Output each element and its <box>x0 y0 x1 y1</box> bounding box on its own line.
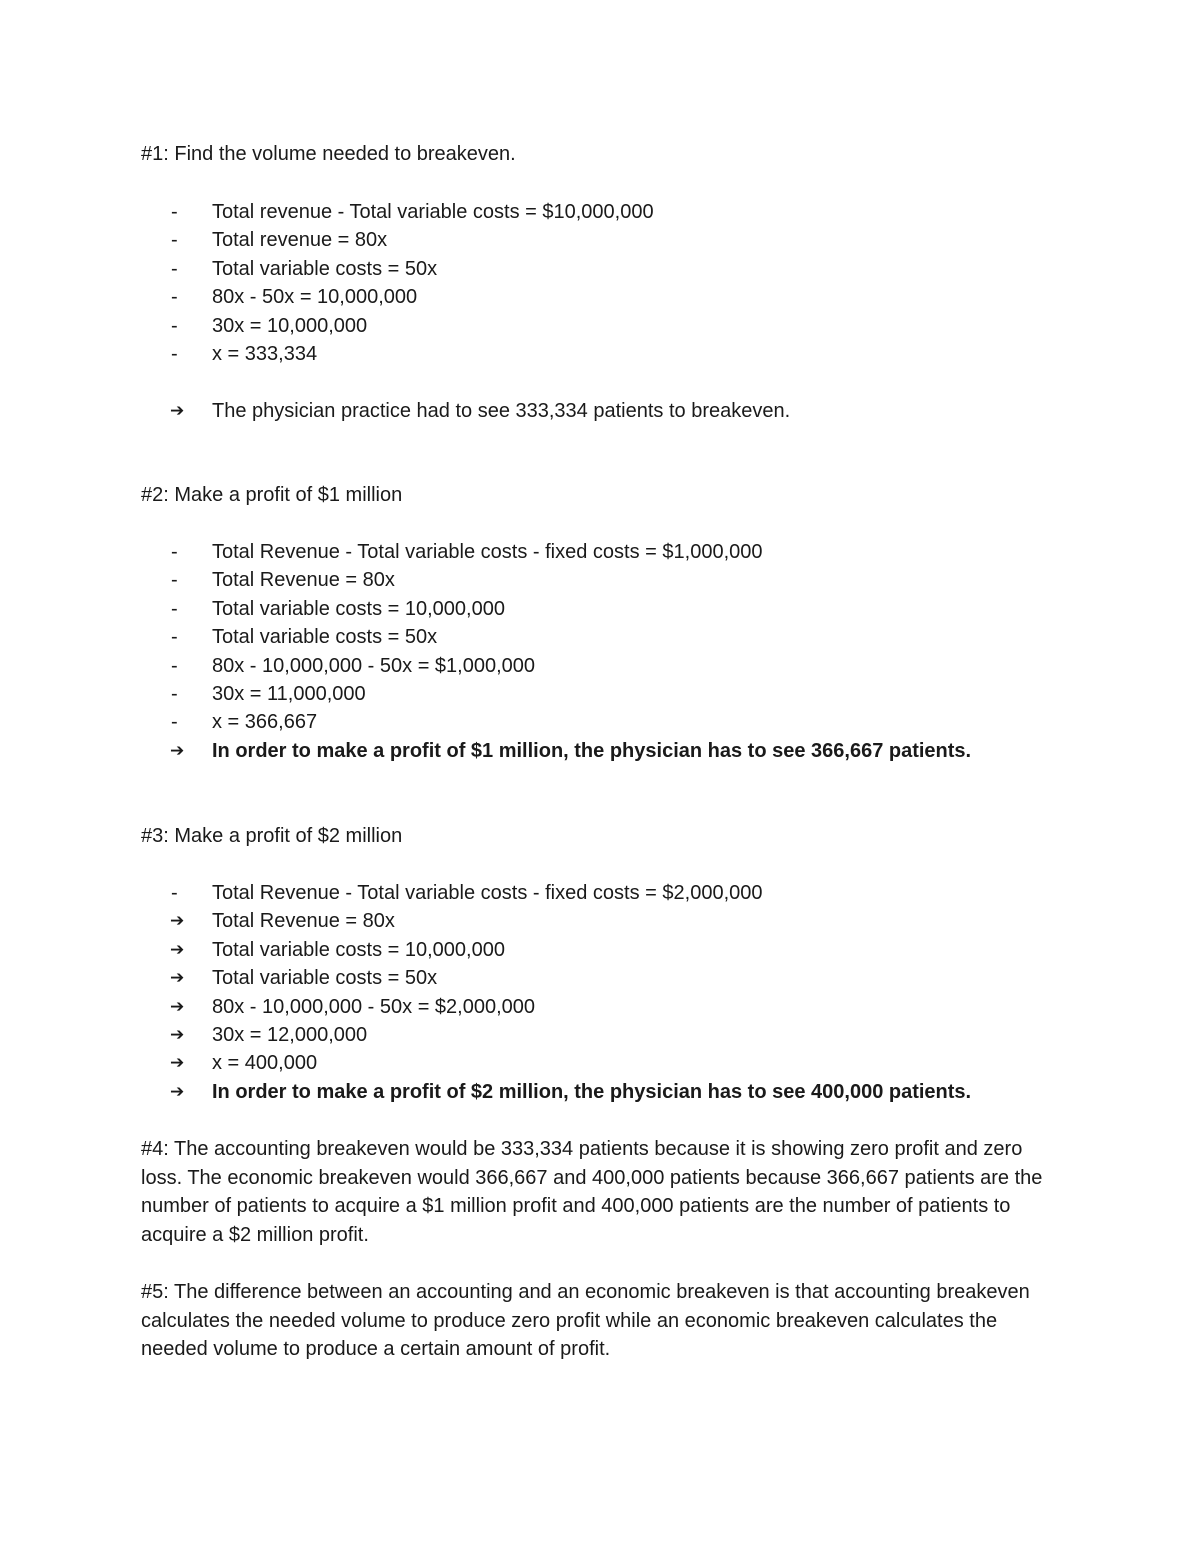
step-text: 80x - 50x = 10,000,000 <box>212 286 418 309</box>
arrow-icon: ➔ <box>170 1081 185 1102</box>
step-text: Total Revenue = 80x <box>212 569 395 592</box>
step-text: 30x = 11,000,000 <box>212 682 366 705</box>
arrow-icon: ➔ <box>170 968 185 989</box>
question-4-answer: #4: The accounting breakeven would be 333,334 patients because it is showing zero profit and zero loss. The economic breakeven would 366,667 and 400,000 patients because 366,667 patients are the number of patients to acquire a $1 million profit and 400,000 patients are the number of patients to acquire a $2 million profit. <box>141 1138 1043 1246</box>
dash-bullet: - <box>171 597 178 620</box>
conclusion-text: In order to make a profit of $1 million, the physician has to see 366,667 patients. <box>212 739 972 762</box>
arrow-icon: ➔ <box>170 740 185 761</box>
step-text: Total variable costs = 50x <box>212 257 438 280</box>
arrow-icon: ➔ <box>170 911 185 932</box>
question-2-heading: #2: Make a profit of $1 million <box>141 484 403 506</box>
question-5-answer: #5: The difference between an accounting and an economic breakeven is that accounting breakeven calculates the needed volume to produce zero profit while an economic breakeven calculates the needed volume to produce a certain amount of profit. <box>141 1281 1030 1361</box>
dash-bullet: - <box>171 201 178 223</box>
step-text: Total variable costs = 50x <box>212 626 438 649</box>
arrow-icon: ➔ <box>170 1024 185 1045</box>
step-text: x = 333,334 <box>212 342 318 365</box>
step-text: Total variable costs = 50x <box>212 967 438 990</box>
step-text: Total variable costs = 10,000,000 <box>212 597 505 620</box>
dash-bullet: - <box>171 654 178 677</box>
dash-bullet: - <box>171 342 178 365</box>
step-text: x = 400,000 <box>212 1052 318 1075</box>
step-text: Total Revenue = 80x <box>212 910 395 933</box>
step-text: 80x - 10,000,000 - 50x = $1,000,000 <box>212 654 536 677</box>
dash-bullet: - <box>171 257 178 280</box>
dash-bullet: - <box>171 682 178 705</box>
step-text: Total revenue - Total variable costs = $10,000,000 <box>212 201 654 223</box>
dash-bullet: - <box>171 569 178 592</box>
conclusion-text: The physician practice had to see 333,334 patients to breakeven. <box>212 400 791 422</box>
step-text: Total revenue = 80x <box>212 229 388 252</box>
dash-bullet: - <box>171 314 178 337</box>
arrow-icon: ➔ <box>170 996 185 1017</box>
dash-bullet: - <box>171 626 178 649</box>
step-text: x = 366,667 <box>212 711 318 734</box>
step-text: Total Revenue - Total variable costs - fixed costs = $2,000,000 <box>212 882 763 904</box>
question-1-heading: #1: Find the volume needed to breakeven. <box>141 143 516 165</box>
step-text: Total variable costs = 10,000,000 <box>212 938 505 961</box>
arrow-icon: ➔ <box>170 939 185 960</box>
conclusion-text: In order to make a profit of $2 million, the physician has to see 400,000 patients. <box>212 1080 972 1103</box>
dash-bullet: - <box>171 286 178 309</box>
step-text: 30x = 12,000,000 <box>212 1023 368 1046</box>
dash-bullet: - <box>171 229 178 252</box>
arrow-icon: ➔ <box>170 1053 185 1074</box>
dash-bullet: - <box>171 541 178 563</box>
step-text: 30x = 10,000,000 <box>212 314 368 337</box>
arrow-icon: ➔ <box>170 401 185 421</box>
dash-bullet: - <box>171 882 178 904</box>
dash-bullet: - <box>171 711 178 734</box>
step-text: 80x - 10,000,000 - 50x = $2,000,000 <box>212 995 536 1018</box>
step-text: Total Revenue - Total variable costs - fixed costs = $1,000,000 <box>212 541 763 563</box>
question-3-heading: #3: Make a profit of $2 million <box>141 825 403 847</box>
